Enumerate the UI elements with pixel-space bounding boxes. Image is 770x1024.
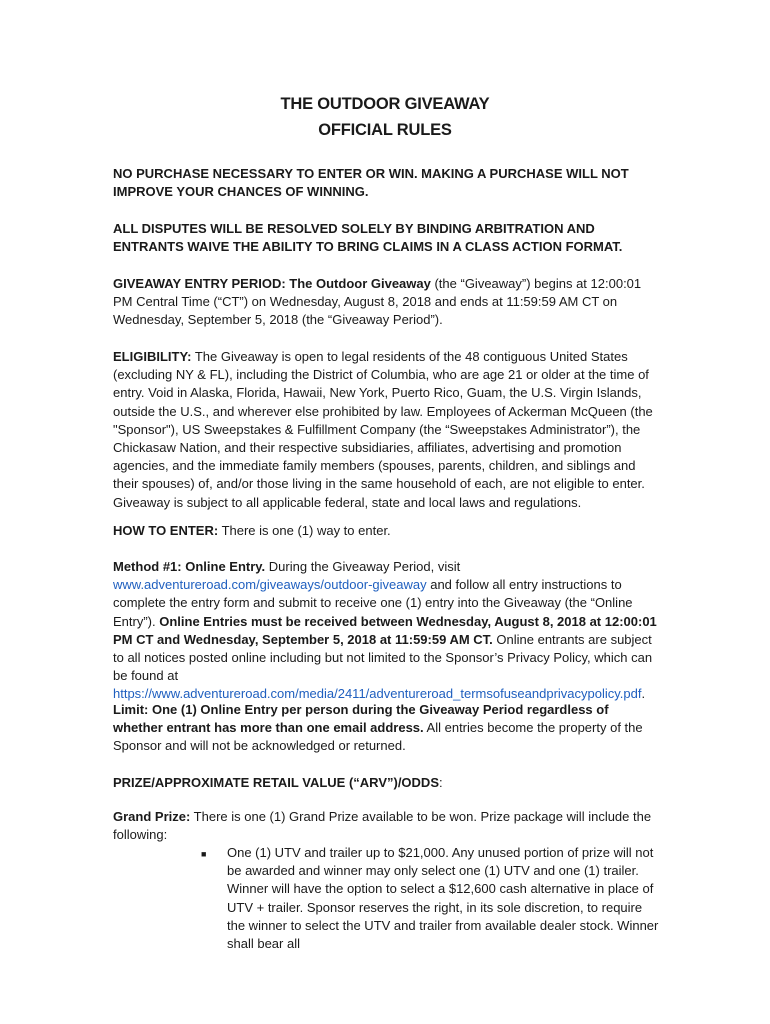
limit-bold-text: Limit: One (1) Online Entry per person during the Giveaway Period regardless of whether entrant has more than one email address.: [113, 702, 609, 736]
entry-period-text: (the “Giveaway”) begins at 12:00:01 PM Central Time (“CT”) on Wednesday, August 8, 2018 and ends at 11:59:59 AM CT on Wednesday, September 5, 2018 (the “Giveaway Period”).: [113, 276, 642, 328]
document-subtitle: OFFICIAL RULES: [318, 121, 452, 139]
arbitration-notice: ALL DISPUTES WILL BE RESOLVED SOLELY BY BINDING ARBITRATION AND ENTRANTS WAIVE THE ABILITY TO BRING CLAIMS IN A CLASS ACTION FORMAT.: [113, 221, 623, 255]
entry-period-heading: GIVEAWAY ENTRY PERIOD: The Outdoor Giveaway: [113, 276, 431, 291]
grand-prize-heading: Grand Prize:: [113, 809, 191, 824]
how-to-enter-text: There is one (1) way to enter.: [218, 523, 391, 538]
entry-period-paragraph: [113, 275, 658, 330]
eligibility-text: The Giveaway is open to legal residents of the 48 contiguous United States (excluding NY & FL), including the District of Columbia, who are age 21 or older at the time of entry. Void in Alaska, Florida, Hawaii, New York, Puerto Rico, Guam, the U.S. Virgin Islands, outside the U.S., and wherever else prohibited by law. Employees of Ackerman McQueen (the "Sponsor"), US Sweepstakes & Fulfillment Company (the “Sweepstakes Administrator”), the Chickasaw Nation, and their respective subsidiaries, affiliates, advertising and promotion agencies, and the immediate family members (spouses, parents, children, and siblings and their spouses) of, and/or those living in the same household of each, are not eligible to enter. Giveaway is subject to all applicable federal, state and local laws and regulations.: [113, 349, 653, 510]
online-entry-paragraph: [113, 558, 658, 704]
online-entry-heading: Method #1: Online Entry.: [113, 559, 266, 574]
how-to-enter-heading: HOW TO ENTER:: [113, 523, 219, 538]
privacy-policy-link[interactable]: https://www.adventureroad.com/media/2411/adventureroad_termsofuseandprivacypolicy.pdf: [113, 686, 642, 702]
eligibility-paragraph: [113, 348, 658, 512]
eligibility-heading: ELIGIBILITY:: [113, 349, 192, 364]
prize-heading: [113, 774, 658, 792]
giveaway-link[interactable]: www.adventureroad.com/giveaways/outdoor-giveaway: [113, 577, 427, 593]
document-title: THE OUTDOOR GIVEAWAY: [280, 95, 490, 113]
how-to-enter-paragraph: [113, 522, 658, 540]
grand-prize-text: There is one (1) Grand Prize available to be won. Prize package will include the following:: [113, 809, 652, 843]
prize-bullet-item: One (1) UTV and trailer up to $21,000. Any unused portion of prize will not be awarded and winner may only select one (1) UTV and one (1) trailer. Winner will have the option to select a $12,600 cash alternative in place of UTV + trailer. Sponsor reserves the right, in its sole discretion, to require the winner to select the UTV and trailer from available dealer stock. Winner shall bear all: [227, 845, 659, 952]
prize-heading-colon: :: [438, 775, 443, 790]
no-purchase-notice: NO PURCHASE NECESSARY TO ENTER OR WIN. MAKING A PURCHASE WILL NOT IMPROVE YOUR CHANCES OF WINNING.: [113, 166, 629, 200]
limit-text: All entries become the property of the Sponsor and will not be acknowledged or returned.: [113, 720, 643, 754]
online-entry-text-1: During the Giveaway Period, visit: [265, 559, 461, 574]
online-entry-text-3: Online entrants are subject to all notices posted online including but not limited to the Sponsor’s Privacy Policy, which can be found at: [113, 631, 653, 684]
online-entry-text-2: and follow all entry instructions to complete the entry form and submit to receive one (1) entry into the Giveaway (the “Online Entry”).: [113, 577, 633, 629]
bullet-square-icon: ■: [201, 849, 207, 859]
online-entry-text-4: .: [641, 686, 646, 702]
prize-heading-text: PRIZE/APPROXIMATE RETAIL VALUE (“ARV”)/ODDS: [113, 775, 439, 790]
grand-prize-paragraph: [113, 808, 658, 844]
limit-paragraph: [113, 701, 658, 756]
online-entry-deadline: Online Entries must be received between Wednesday, August 8, 2018 at 12:00:01 PM CT and Wednesday, September 5, 2018 at 11:59:59 AM CT.: [113, 613, 657, 647]
